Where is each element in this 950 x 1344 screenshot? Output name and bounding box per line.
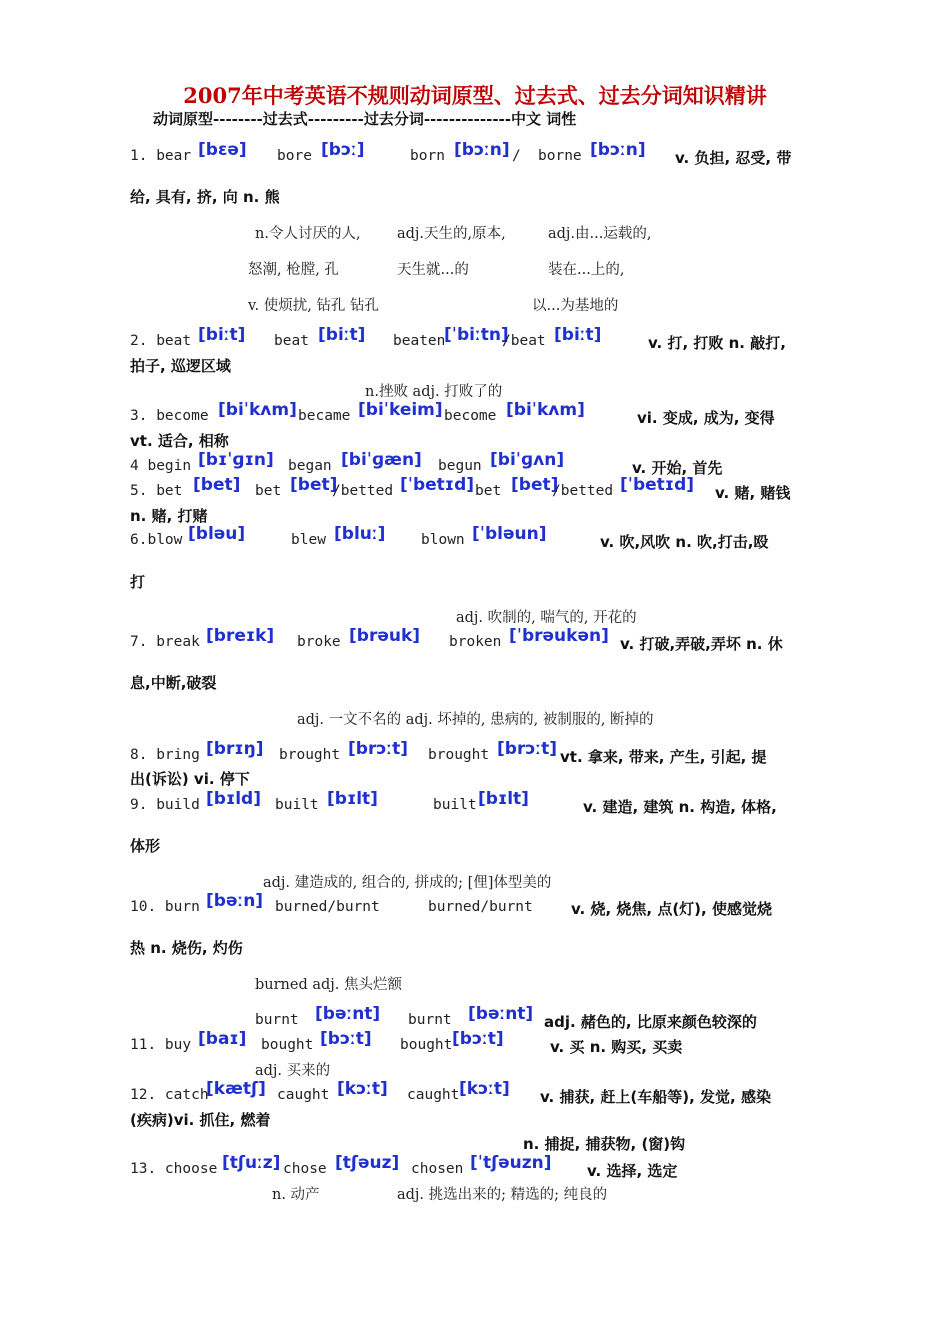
meaning: v. 烧, 烧焦, 点(灯), 使感觉烧: [571, 900, 772, 918]
base-form: 6.blow: [130, 532, 183, 548]
meaning: v. 买 n. 购买, 买卖: [550, 1038, 683, 1056]
phonetic: [brəuk]: [349, 626, 421, 646]
phonetic: [ˈbiːtn]: [444, 325, 509, 345]
phonetic: [ˈbetɪd]: [400, 475, 475, 495]
past-form: bore: [277, 148, 312, 164]
meaning-cont: 给, 具有, 挤, 向 n. 熊: [130, 188, 280, 206]
past-form-alt: /betted: [332, 483, 394, 499]
extra-meaning: n.令人讨厌的人,: [255, 226, 361, 242]
base-form: 10. burn: [130, 899, 200, 915]
meaning: v. 建造, 建筑 n. 构造, 体格,: [583, 798, 777, 816]
column-header: 动词原型--------过去式---------过去分词--------------中文 词性: [153, 110, 577, 128]
phonetic: [ˈbrəukən]: [509, 626, 609, 646]
phonetic: [bɪlt]: [327, 789, 378, 809]
phonetic: [bɛə]: [198, 140, 247, 160]
meaning: vt. 拿来, 带来, 产生, 引起, 提: [560, 748, 767, 766]
phonetic: [bet]: [290, 475, 338, 495]
extra-meaning: burned adj. 焦头烂额: [255, 977, 403, 993]
past-form: caught: [277, 1087, 330, 1103]
base-form: 4 begin: [130, 458, 192, 474]
past-form: became: [298, 408, 351, 424]
phonetic: [tʃəuz]: [335, 1153, 400, 1173]
extra-meaning: adj. 一文不名的 adj. 坏掉的, 患病的, 被制服的, 断掉的: [297, 712, 654, 728]
phonetic: [bɔːt]: [452, 1029, 504, 1049]
phonetic: [biˈɡʌn]: [490, 450, 565, 470]
meaning-cont: 拍子, 巡逻区域: [130, 357, 231, 375]
phonetic: [bɔːn]: [590, 140, 646, 160]
past-participle: chosen: [411, 1161, 464, 1177]
past-form: bought: [261, 1037, 314, 1053]
phonetic: [biˈkʌm]: [218, 400, 297, 420]
phonetic: [bet]: [193, 475, 241, 495]
extra-meaning: v. 使烦扰, 钻孔 钻孔: [248, 298, 380, 314]
base-form: 11. buy: [130, 1037, 192, 1053]
phonetic: [kɔːt]: [459, 1079, 510, 1099]
meaning: v. 打破,弄破,弄坏 n. 休: [620, 635, 783, 653]
base-form: 5. bet: [130, 483, 183, 499]
meaning: v. 捕获, 赶上(车船等), 发觉, 感染: [540, 1088, 771, 1106]
base-form: 2. beat: [130, 333, 192, 349]
phonetic: [biˈkʌm]: [506, 400, 585, 420]
extra-meaning: adj. 买来的: [255, 1063, 331, 1079]
phonetic: [bəːnt]: [468, 1004, 534, 1024]
phonetic: [ˈtʃəuzn]: [470, 1153, 552, 1173]
base-form: 7. break: [130, 634, 200, 650]
phonetic: [biˈkeim]: [358, 400, 443, 420]
past-participle: brought: [428, 747, 490, 763]
meaning-cont: 打: [130, 573, 146, 591]
alt-form: burnt: [408, 1012, 452, 1028]
past-form: broke: [297, 634, 341, 650]
past-participle-alt: /beat: [502, 333, 546, 349]
past-participle: blown: [421, 532, 465, 548]
extra-meaning: adj. 建造成的, 组合的, 拼成的; [俚]体型美的: [263, 875, 552, 891]
past-participle: beaten: [393, 333, 446, 349]
base-form: 1. bear: [130, 148, 192, 164]
phonetic: [bɔː]: [321, 140, 365, 160]
past-participle: broken: [449, 634, 502, 650]
past-participle: caught: [407, 1087, 460, 1103]
extra-meaning: n.挫败 adj. 打败了的: [365, 384, 503, 400]
page-title: 2007年中考英语不规则动词原型、过去式、过去分词知识精讲: [183, 83, 767, 108]
meaning-cont: n. 赌, 打赌: [130, 507, 208, 525]
meaning-cont: 体形: [130, 837, 161, 855]
phonetic: [biːt]: [554, 325, 602, 345]
base-form: 3. become: [130, 408, 209, 424]
extra-meaning: n. 动产: [272, 1187, 320, 1203]
extra-meaning: 天生就...的: [397, 262, 469, 278]
phonetic: [kɔːt]: [337, 1079, 388, 1099]
past-form: built: [275, 797, 319, 813]
past-participle: built: [433, 797, 477, 813]
extra-meaning: 怒潮, 枪膛, 孔: [248, 262, 339, 278]
past-form: bet: [255, 483, 282, 499]
phonetic: [biˈɡæn]: [341, 450, 422, 470]
extra-meaning: adj.天生的,原本,: [397, 226, 506, 242]
phonetic: [bɔːt]: [320, 1029, 372, 1049]
past-form: burned/burnt: [275, 899, 380, 915]
phonetic: [breɪk]: [206, 626, 275, 646]
extra-meaning: adj. 挑选出来的; 精选的; 纯良的: [397, 1187, 608, 1203]
base-form: 9. build: [130, 797, 200, 813]
phonetic: [brɪŋ]: [206, 739, 264, 759]
past-participle: become: [444, 408, 497, 424]
alt-form: burnt: [255, 1012, 299, 1028]
past-participle-alt: borne: [538, 148, 582, 164]
meaning: v. 选择, 选定: [587, 1162, 678, 1180]
past-participle: begun: [438, 458, 482, 474]
past-form: beat: [274, 333, 309, 349]
meaning-cont: (疾病)vi. 抓住, 燃着: [130, 1111, 271, 1129]
base-form: 8. bring: [130, 747, 200, 763]
base-form: 13. choose: [130, 1161, 218, 1177]
meaning: v. 吹,风吹 n. 吹,打击,殴: [600, 533, 769, 551]
past-form: brought: [279, 747, 341, 763]
meaning: v. 打, 打败 n. 敲打,: [648, 334, 786, 352]
extra-meaning: n. 捕捉, 捕获物, (窗)钩: [523, 1135, 686, 1153]
phonetic: [bɪlt]: [478, 789, 529, 809]
phonetic: [ˈbləun]: [472, 524, 547, 544]
phonetic: [bɔːn]: [454, 140, 510, 160]
phonetic: [bɪˈɡɪn]: [198, 450, 274, 470]
phonetic: [baɪ]: [198, 1029, 247, 1049]
past-participle: born: [410, 148, 445, 164]
phonetic: [tʃuːz]: [222, 1153, 281, 1173]
phonetic: [brɔːt]: [497, 739, 558, 759]
meaning-cont: 息,中断,破裂: [130, 674, 217, 692]
past-participle: bought: [400, 1037, 453, 1053]
extra-meaning: adj.由...运载的,: [548, 226, 652, 242]
past-participle: burned/burnt: [428, 899, 533, 915]
phonetic: [biːt]: [318, 325, 366, 345]
phonetic: [ˈbetɪd]: [620, 475, 695, 495]
phonetic: [bəːnt]: [315, 1004, 381, 1024]
meaning-cont: 热 n. 烧伤, 灼伤: [130, 939, 243, 957]
meaning: v. 赌, 赌钱: [715, 484, 791, 502]
meaning: vi. 变成, 成为, 变得: [637, 409, 775, 427]
phonetic: [bluː]: [334, 524, 386, 544]
separator: /: [512, 148, 521, 164]
past-form: began: [288, 458, 332, 474]
extra-meaning: adj. 赭色的, 比原来颜色较深的: [544, 1013, 757, 1031]
phonetic: [bəːn]: [206, 891, 264, 911]
phonetic: [bləu]: [188, 524, 246, 544]
phonetic: [bet]: [511, 475, 559, 495]
extra-meaning: adj. 吹制的, 喘气的, 开花的: [456, 610, 637, 626]
past-participle-alt: /betted: [552, 483, 614, 499]
past-form: chose: [283, 1161, 327, 1177]
phonetic: [kætʃ]: [206, 1079, 266, 1099]
meaning: v. 开始, 首先: [632, 459, 723, 477]
base-form: 12. catch: [130, 1087, 209, 1103]
meaning-cont: vt. 适合, 相称: [130, 432, 229, 450]
past-form: blew: [291, 532, 326, 548]
extra-meaning: 以...为基地的: [532, 298, 619, 314]
meaning: v. 负担, 忍受, 带: [675, 149, 792, 167]
extra-meaning: 装在...上的,: [548, 262, 625, 278]
phonetic: [bɪld]: [206, 789, 261, 809]
past-participle: bet: [475, 483, 502, 499]
phonetic: [brɔːt]: [348, 739, 409, 759]
phonetic: [biːt]: [198, 325, 246, 345]
meaning-cont: 出(诉讼) vi. 停下: [130, 770, 250, 788]
